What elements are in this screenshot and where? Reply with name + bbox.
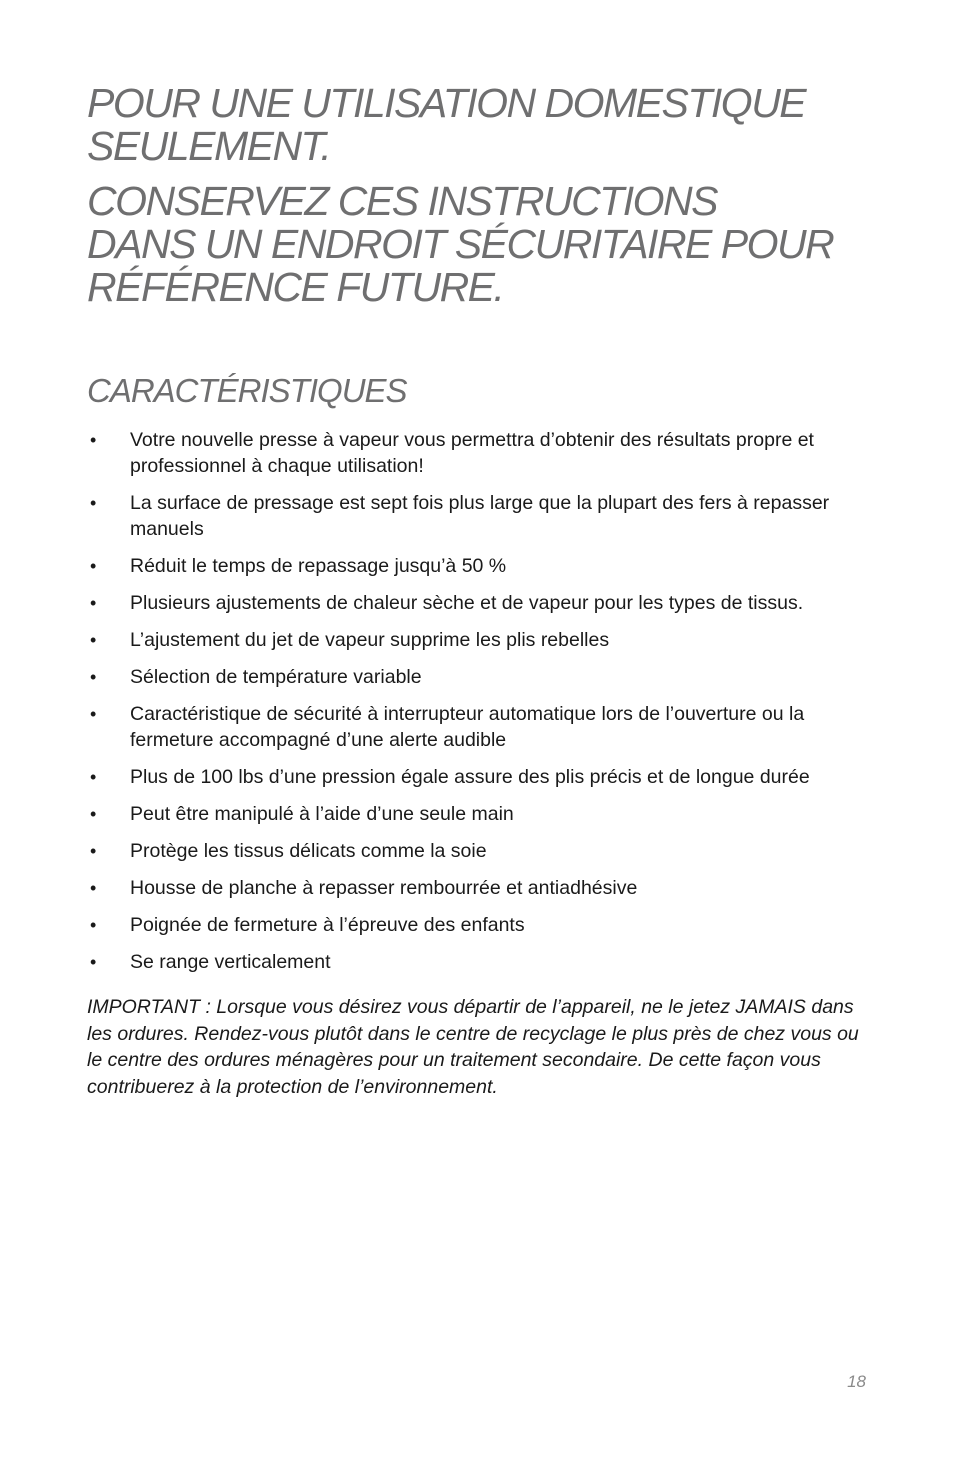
bullet: •	[90, 430, 97, 450]
heading-line: CONSERVEZ CES INSTRUCTIONS	[87, 178, 717, 224]
list-item-text: Se range verticalement	[130, 951, 331, 973]
heading-domestic-use	[87, 82, 877, 168]
list-item-text: Plus de 100 lbs d’une pression égale assure des plis précis et de longue durée	[130, 766, 810, 788]
list-item	[87, 838, 877, 864]
bullet: •	[90, 952, 97, 972]
bullet: •	[90, 915, 97, 935]
list-item-text: Protège les tissus délicats comme la soie	[130, 840, 487, 862]
heading-keep-instructions	[87, 180, 877, 309]
list-item	[87, 427, 877, 479]
bullet: •	[90, 667, 97, 687]
page-number: 18	[847, 1372, 866, 1391]
list-item	[87, 949, 877, 975]
list-item	[87, 664, 877, 690]
bullet: •	[90, 630, 97, 650]
list-item	[87, 875, 877, 901]
list-item	[87, 912, 877, 938]
important-note: IMPORTANT : Lorsque vous désirez vous départir de l’appareil, ne le jetez JAMAIS dans les ordures. Rendez-vous plutôt dans le centre de recyclage le plus près de chez vous ou le centre des ordures ménagères pour un traitement secondaire. De cette façon vous contribuerez à la protection de l’environnement.	[87, 996, 859, 1098]
bullet: •	[90, 804, 97, 824]
bullet: •	[90, 556, 97, 576]
heading-line: DANS UN ENDROIT SÉCURITAIRE POUR	[87, 221, 834, 267]
list-item-text: L’ajustement du jet de vapeur supprime les plis rebelles	[130, 629, 610, 651]
list-item	[87, 801, 877, 827]
list-item-text: Housse de planche à repasser rembourrée et antiadhésive	[130, 877, 638, 899]
list-item	[87, 590, 877, 616]
document-page	[87, 82, 877, 1120]
list-item-text: Peut être manipulé à l’aide d’une seule main	[130, 803, 514, 825]
heading-line: SEULEMENT.	[87, 123, 331, 169]
list-item-text: Réduit le temps de repassage jusqu’à 50 %	[130, 555, 507, 577]
list-item-text: Poignée de fermeture à l’épreuve des enfants	[130, 914, 525, 936]
heading-line: RÉFÉRENCE FUTURE.	[87, 264, 504, 310]
list-item	[87, 490, 877, 542]
heading-line: POUR UNE UTILISATION DOMESTIQUE	[87, 80, 806, 126]
list-item-text: Votre nouvelle presse à vapeur vous permettra d’obtenir des résultats propre et professionnel à chaque utilisation!	[130, 429, 814, 477]
bullet: •	[90, 878, 97, 898]
list-item	[87, 764, 877, 790]
list-item-text: Sélection de température variable	[130, 666, 422, 688]
list-item	[87, 701, 877, 753]
list-item-text: Caractéristique de sécurité à interrupteur automatique lors de l’ouverture ou la fermeture accompagné d’une alerte audible	[130, 703, 805, 751]
bullet: •	[90, 593, 97, 613]
section-title-features: CARACTÉRISTIQUES	[87, 372, 407, 409]
bullet: •	[90, 493, 97, 513]
list-item-text: La surface de pressage est sept fois plus large que la plupart des fers à repasser manuels	[130, 492, 830, 540]
bullet: •	[90, 767, 97, 787]
list-item	[87, 627, 877, 653]
list-item	[87, 553, 877, 579]
list-item-text: Plusieurs ajustements de chaleur sèche et de vapeur pour les types de tissus.	[130, 592, 804, 614]
features-list	[87, 427, 877, 975]
bullet: •	[90, 841, 97, 861]
bullet: •	[90, 704, 97, 724]
